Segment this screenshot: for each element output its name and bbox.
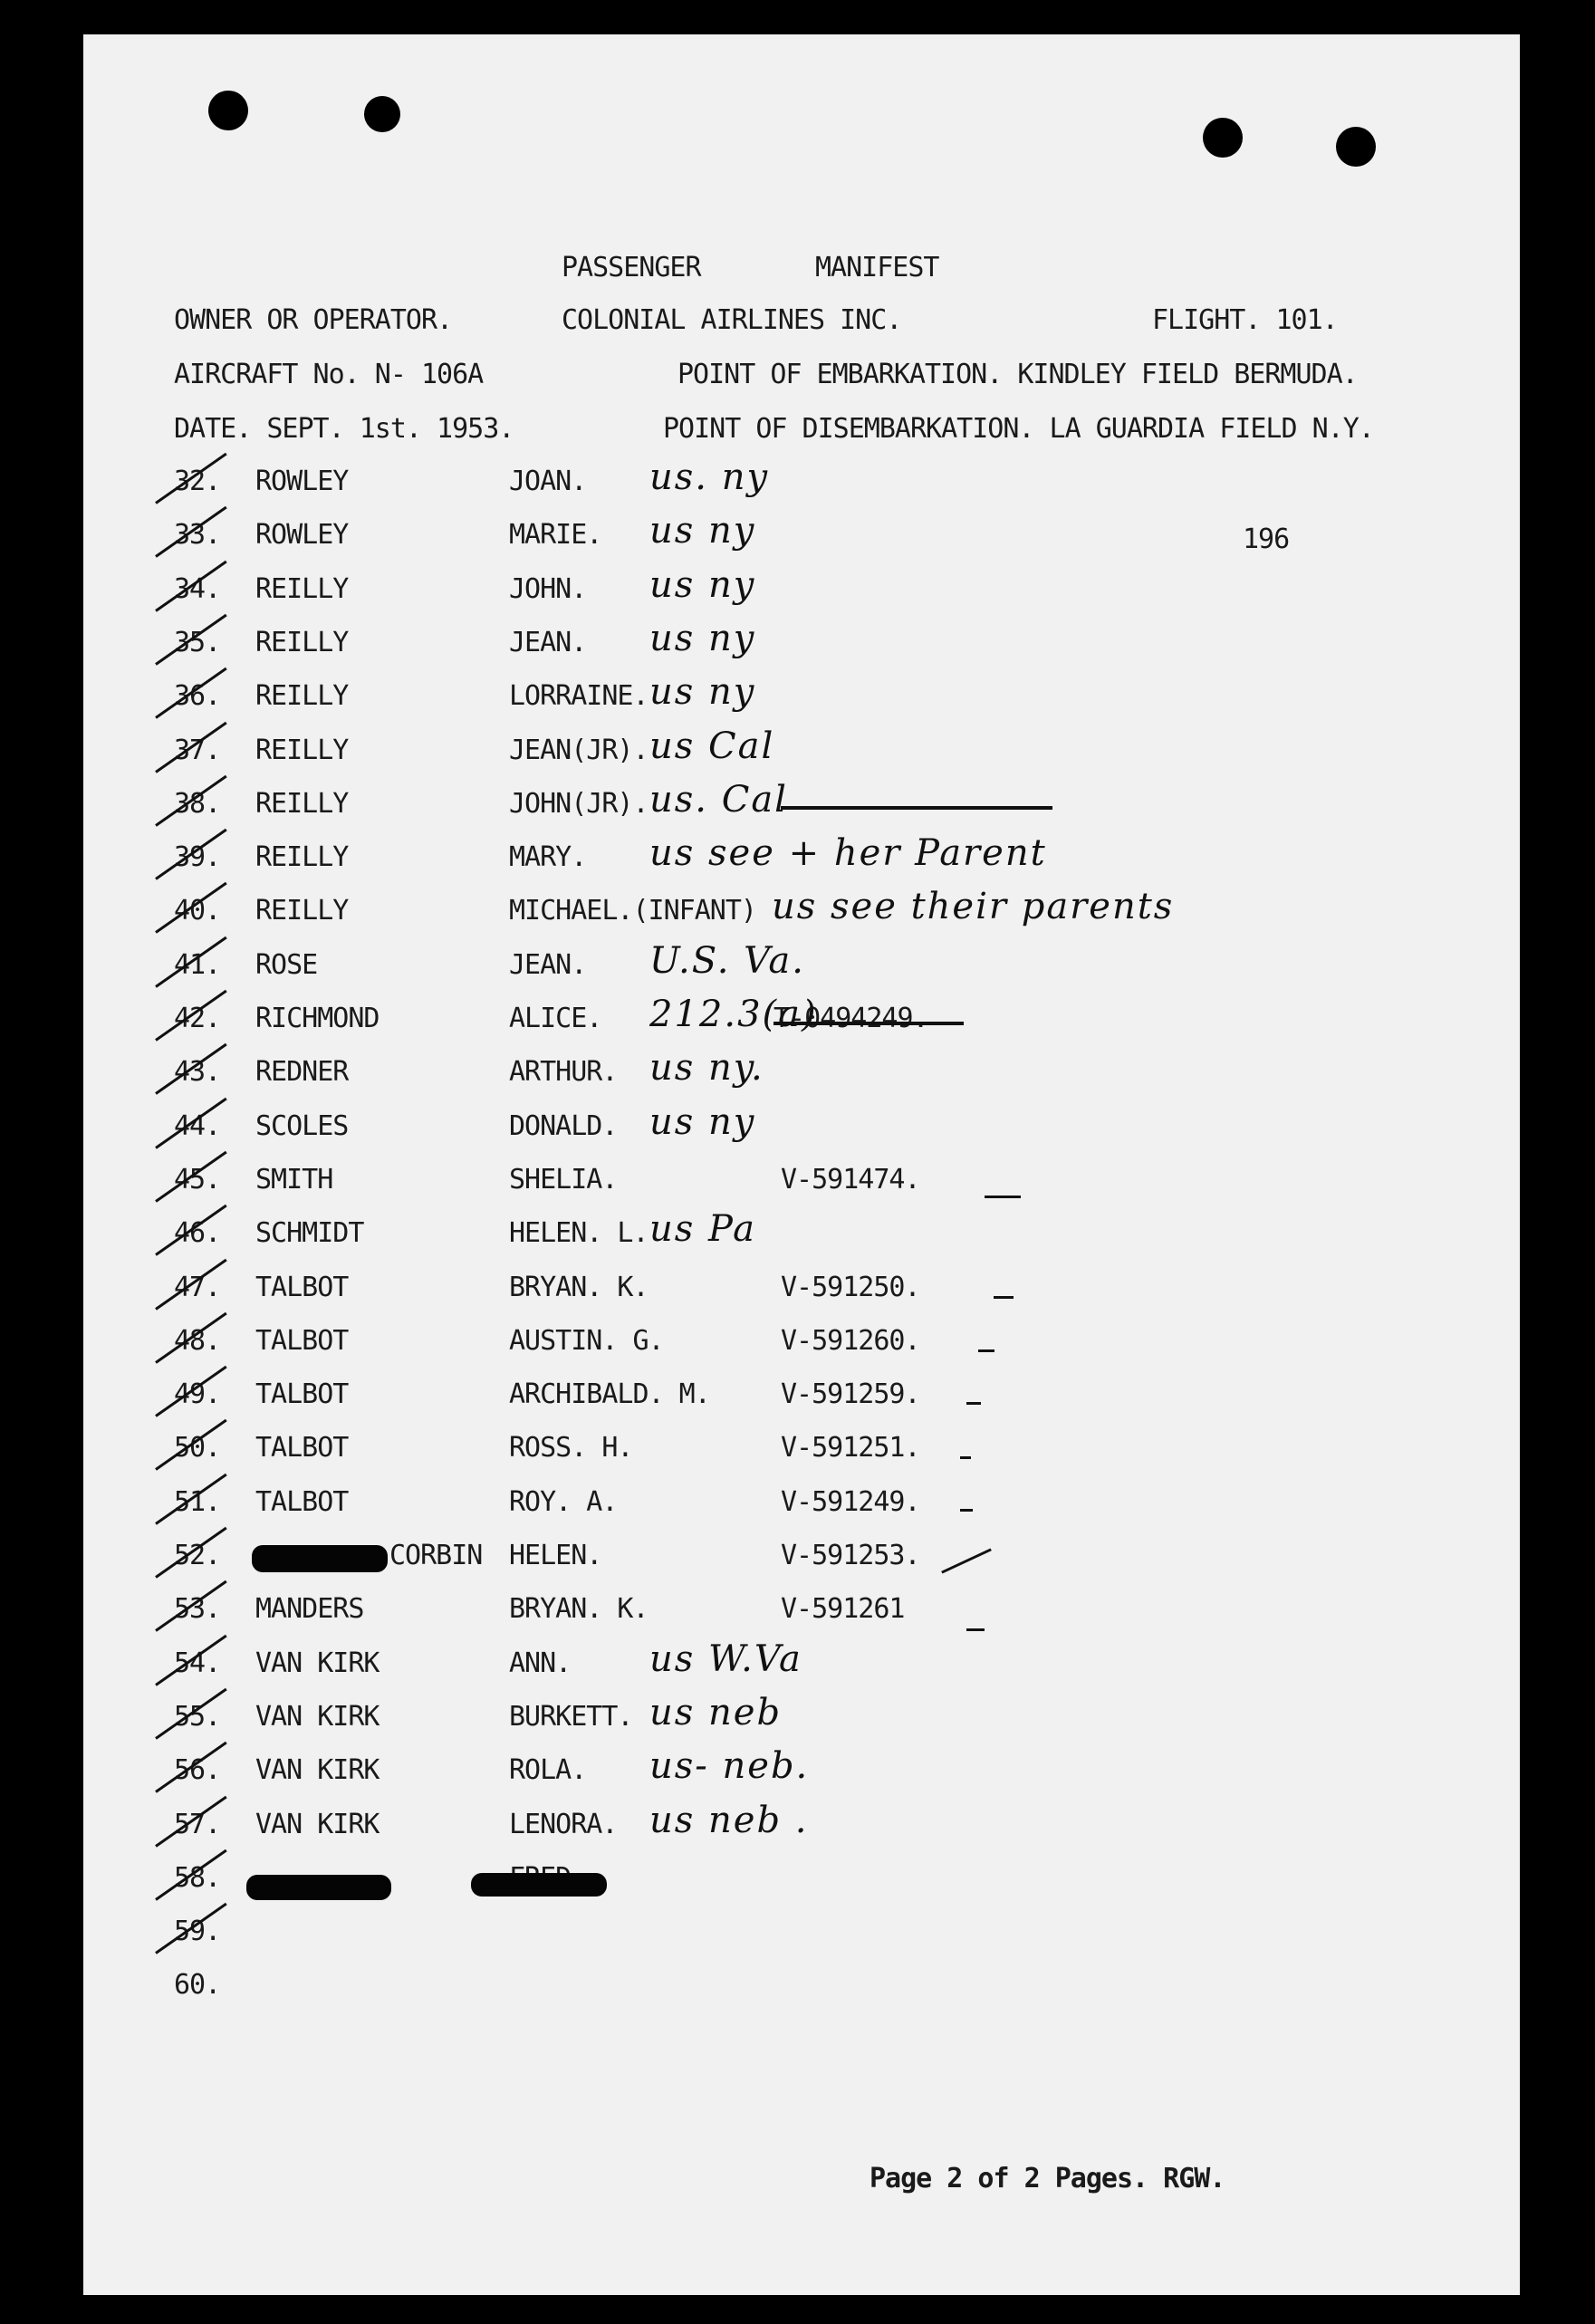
row-given-name: HELEN. L.	[509, 1217, 649, 1249]
row-given-name: ARCHIBALD. M.	[509, 1378, 710, 1410]
row-given-name: ALICE.	[509, 1003, 602, 1034]
row-number: 50.	[174, 1432, 221, 1464]
row-given-name: JEAN(JR).	[509, 735, 649, 766]
row-surname: TALBOT	[255, 1325, 349, 1357]
row-surname: VAN KIRK	[255, 1701, 380, 1733]
row-number: 49.	[174, 1378, 221, 1410]
row-number: 54.	[174, 1647, 221, 1679]
row-number: 35.	[174, 627, 221, 658]
page-stamp-number: 196	[1243, 523, 1290, 555]
row-handwritten-note: us ny	[649, 671, 756, 713]
row-number: 48.	[174, 1325, 221, 1357]
row-given-name: ROY. A.	[509, 1486, 618, 1518]
row-given-name: ANN.	[509, 1647, 572, 1679]
row-number: 55.	[174, 1701, 221, 1733]
pen-mark	[966, 1402, 981, 1405]
pen-mark	[960, 1509, 973, 1512]
row-handwritten-note: us- neb.	[649, 1745, 810, 1787]
row-document-number: V-591259.	[781, 1378, 920, 1410]
row-handwritten-note: us. ny	[649, 456, 770, 498]
row-surname: CORBIN	[389, 1540, 483, 1571]
row-document-number: T-0494249.	[773, 1003, 928, 1034]
row-given-name: MARIE.	[509, 519, 602, 551]
row-given-name: MARY.	[509, 841, 587, 873]
row-handwritten-note: us ny	[649, 510, 756, 552]
row-number: 44.	[174, 1110, 221, 1142]
row-surname: REDNER	[255, 1056, 349, 1088]
row-given-name: BURKETT.	[509, 1701, 633, 1733]
row-given-name: DONALD.	[509, 1110, 618, 1142]
row-number: 52.	[174, 1540, 221, 1571]
row-surname: VAN KIRK	[255, 1754, 380, 1786]
row-number: 56.	[174, 1754, 221, 1786]
row-surname: TALBOT	[255, 1486, 349, 1518]
row-surname: REILLY	[255, 627, 349, 658]
row-number: 34.	[174, 573, 221, 605]
row-number: 45.	[174, 1164, 221, 1196]
row-surname: ROWLEY	[255, 519, 349, 551]
row-document-number: V-591261	[781, 1593, 905, 1625]
row-handwritten-note: 212.3(a)	[649, 994, 818, 1035]
row-surname: MANDERS	[255, 1593, 364, 1625]
row-given-name: JOHN(JR).	[509, 788, 649, 820]
pen-mark	[941, 1548, 992, 1573]
row-handwritten-note: us see + her Parent	[649, 832, 1047, 874]
row-handwritten-note: us ny	[649, 564, 756, 606]
row-document-number: V-591250.	[781, 1272, 920, 1303]
punch-hole	[364, 96, 400, 132]
manifest-page	[83, 34, 1520, 2295]
row-given-name: ROLA.	[509, 1754, 587, 1786]
note-strikethrough	[781, 806, 1052, 810]
row-number: 38.	[174, 788, 221, 820]
row-number: 32.	[174, 466, 221, 497]
row-surname: REILLY	[255, 788, 349, 820]
row-number: 39.	[174, 841, 221, 873]
point-of-embarkation: POINT OF EMBARKATION. KINDLEY FIELD BERMUDA.	[677, 359, 1358, 390]
row-surname: SCHMIDT	[255, 1217, 364, 1249]
row-handwritten-note: us W.Va	[649, 1638, 802, 1680]
row-number: 47.	[174, 1272, 221, 1303]
row-handwritten-note: us Pa	[649, 1208, 756, 1250]
row-number: 37.	[174, 735, 221, 766]
row-given-name: HELEN.	[509, 1540, 602, 1571]
punch-hole	[1203, 118, 1243, 158]
row-surname: SCOLES	[255, 1110, 349, 1142]
row-number: 33.	[174, 519, 221, 551]
row-number: 43.	[174, 1056, 221, 1088]
aircraft-number: AIRCRAFT No. N- 106A	[174, 359, 484, 390]
row-number: 51.	[174, 1486, 221, 1518]
row-document-number: V-591253.	[781, 1540, 920, 1571]
row-handwritten-note: U.S. Va.	[649, 940, 805, 982]
pen-mark	[966, 1628, 985, 1631]
row-document-number: V-591249.	[781, 1486, 920, 1518]
row-given-name: ROSS. H.	[509, 1432, 633, 1464]
row-surname: VAN KIRK	[255, 1809, 380, 1840]
row-handwritten-note: us ny.	[649, 1047, 764, 1089]
title-manifest: MANIFEST	[815, 252, 939, 283]
page-footer: Page 2 of 2 Pages. RGW.	[870, 2163, 1225, 2194]
row-handwritten-note: us neb	[649, 1692, 783, 1733]
redaction-blot	[471, 1873, 607, 1897]
row-surname: ROWLEY	[255, 466, 349, 497]
row-handwritten-note: us ny	[649, 1101, 756, 1143]
row-given-name: AUSTIN. G.	[509, 1325, 664, 1357]
row-handwritten-note: us ny	[649, 618, 756, 659]
row-given-name: BRYAN. K.	[509, 1272, 649, 1303]
pen-mark	[994, 1296, 1014, 1299]
row-given-name: LENORA.	[509, 1809, 618, 1840]
redaction-blot	[246, 1875, 391, 1900]
row-given-name: JEAN.	[509, 627, 587, 658]
row-surname: REILLY	[255, 841, 349, 873]
row-surname: REILLY	[255, 573, 349, 605]
row-surname: ROSE	[255, 949, 318, 981]
title-passenger: PASSENGER	[562, 252, 701, 283]
row-surname: TALBOT	[255, 1272, 349, 1303]
row-given-name: JEAN.	[509, 949, 587, 981]
row-given-name: SHELIA.	[509, 1164, 618, 1196]
owner-value: COLONIAL AIRLINES INC.	[562, 304, 902, 336]
row-handwritten-note: us neb .	[649, 1800, 809, 1841]
row-given-name: ARTHUR.	[509, 1056, 618, 1088]
pen-mark	[978, 1349, 994, 1352]
row-document-number: V-591260.	[781, 1325, 920, 1357]
row-given-name: MICHAEL.(INFANT)	[509, 895, 756, 927]
pen-mark	[960, 1456, 971, 1459]
row-document-number: V-591474.	[781, 1164, 920, 1196]
flight-number: FLIGHT. 101.	[1152, 304, 1338, 336]
punch-hole	[208, 91, 248, 130]
row-given-name: JOHN.	[509, 573, 587, 605]
row-surname: REILLY	[255, 895, 349, 927]
row-surname: SMITH	[255, 1164, 333, 1196]
row-number: 42.	[174, 1003, 221, 1034]
row-given-name: JOAN.	[509, 466, 587, 497]
doc-strikethrough	[773, 1022, 964, 1025]
row-handwritten-note: us Cal	[649, 725, 775, 767]
row-given-name: LORRAINE.	[509, 680, 649, 712]
row-surname: TALBOT	[255, 1378, 349, 1410]
redaction-blot	[252, 1545, 388, 1572]
row-number: 36.	[174, 680, 221, 712]
row-handwritten-note: us. Cal	[649, 779, 788, 821]
flight-date: DATE. SEPT. 1st. 1953.	[174, 413, 514, 445]
row-number: 46.	[174, 1217, 221, 1249]
row-surname: VAN KIRK	[255, 1647, 380, 1679]
row-number: 58.	[174, 1862, 221, 1894]
row-document-number: V-591251.	[781, 1432, 920, 1464]
row-surname: RICHMOND	[255, 1003, 380, 1034]
row-handwritten-note: us see their parents	[772, 886, 1175, 927]
row-number: 57.	[174, 1809, 221, 1840]
row-surname: REILLY	[255, 680, 349, 712]
point-of-disembarkation: POINT OF DISEMBARKATION. LA GUARDIA FIELD N.Y.	[663, 413, 1374, 445]
row-given-name: BRYAN. K.	[509, 1593, 649, 1625]
row-surname: TALBOT	[255, 1432, 349, 1464]
punch-hole	[1336, 127, 1376, 167]
owner-label: OWNER OR OPERATOR.	[174, 304, 453, 336]
row-number: 59.	[174, 1916, 221, 1947]
row-number: 40.	[174, 895, 221, 927]
pen-mark	[985, 1196, 1021, 1198]
row-number: 60.	[174, 1969, 221, 2001]
row-number: 53.	[174, 1593, 221, 1625]
row-number: 41.	[174, 949, 221, 981]
row-surname: REILLY	[255, 735, 349, 766]
